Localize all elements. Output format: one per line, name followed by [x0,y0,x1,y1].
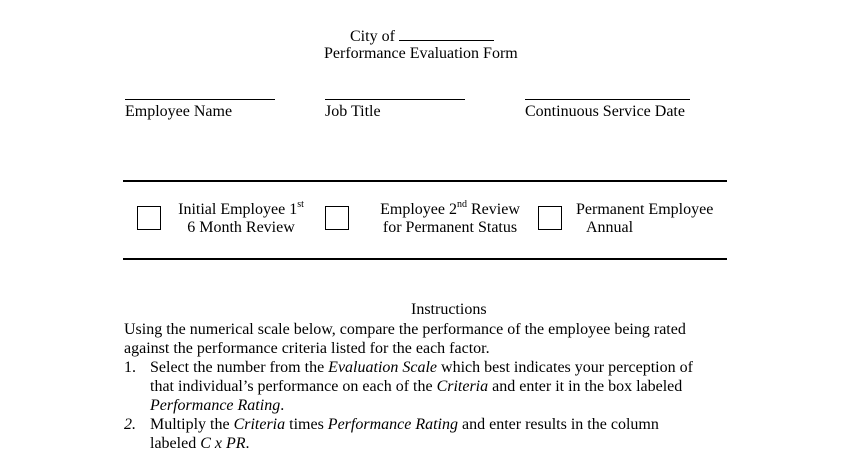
intro-line-2: against the performance criteria listed for the each factor. [124,340,490,357]
step-1-cont-1: that individual’s performance on each of the Criteria and enter it in the box labeled [150,378,683,395]
instructions-heading: Instructions [411,301,487,318]
annual-review-label: Permanent Employee Annual [576,201,714,236]
city-label: City of [350,28,395,45]
second-review-label: Employee 2nd Review for Permanent Status [380,198,520,236]
service-date-label: Continuous Service Date [525,103,685,120]
initial-review-label: Initial Employee 1st 6 Month Review [178,198,304,236]
initial-review-checkbox[interactable] [137,206,161,230]
job-title-field[interactable] [325,99,465,100]
city-line [350,26,494,46]
service-date-field[interactable] [525,99,690,100]
second-review-checkbox[interactable] [325,206,349,230]
step-1-cont-2: Performance Rating. [150,397,285,414]
instructions-body [124,320,744,453]
city-blank[interactable] [399,26,494,41]
job-title-label: Job Title [325,103,381,120]
step-1: 1. Select the number from the Evaluation Scale which best indicates your perception of [124,359,693,376]
annual-review-checkbox[interactable] [538,206,562,230]
employee-name-field[interactable] [125,99,275,100]
section-divider-top [123,180,727,182]
step-2: 2. Multiply the Criteria times Performance Rating and enter results in the column [124,416,659,433]
form-title: Performance Evaluation Form [324,45,518,62]
section-divider-bottom [123,258,727,260]
employee-name-label: Employee Name [125,103,233,120]
intro-line-1: Using the numerical scale below, compare the performance of the employee being rated [124,321,686,338]
step-2-cont: labeled C x PR. [150,435,250,452]
